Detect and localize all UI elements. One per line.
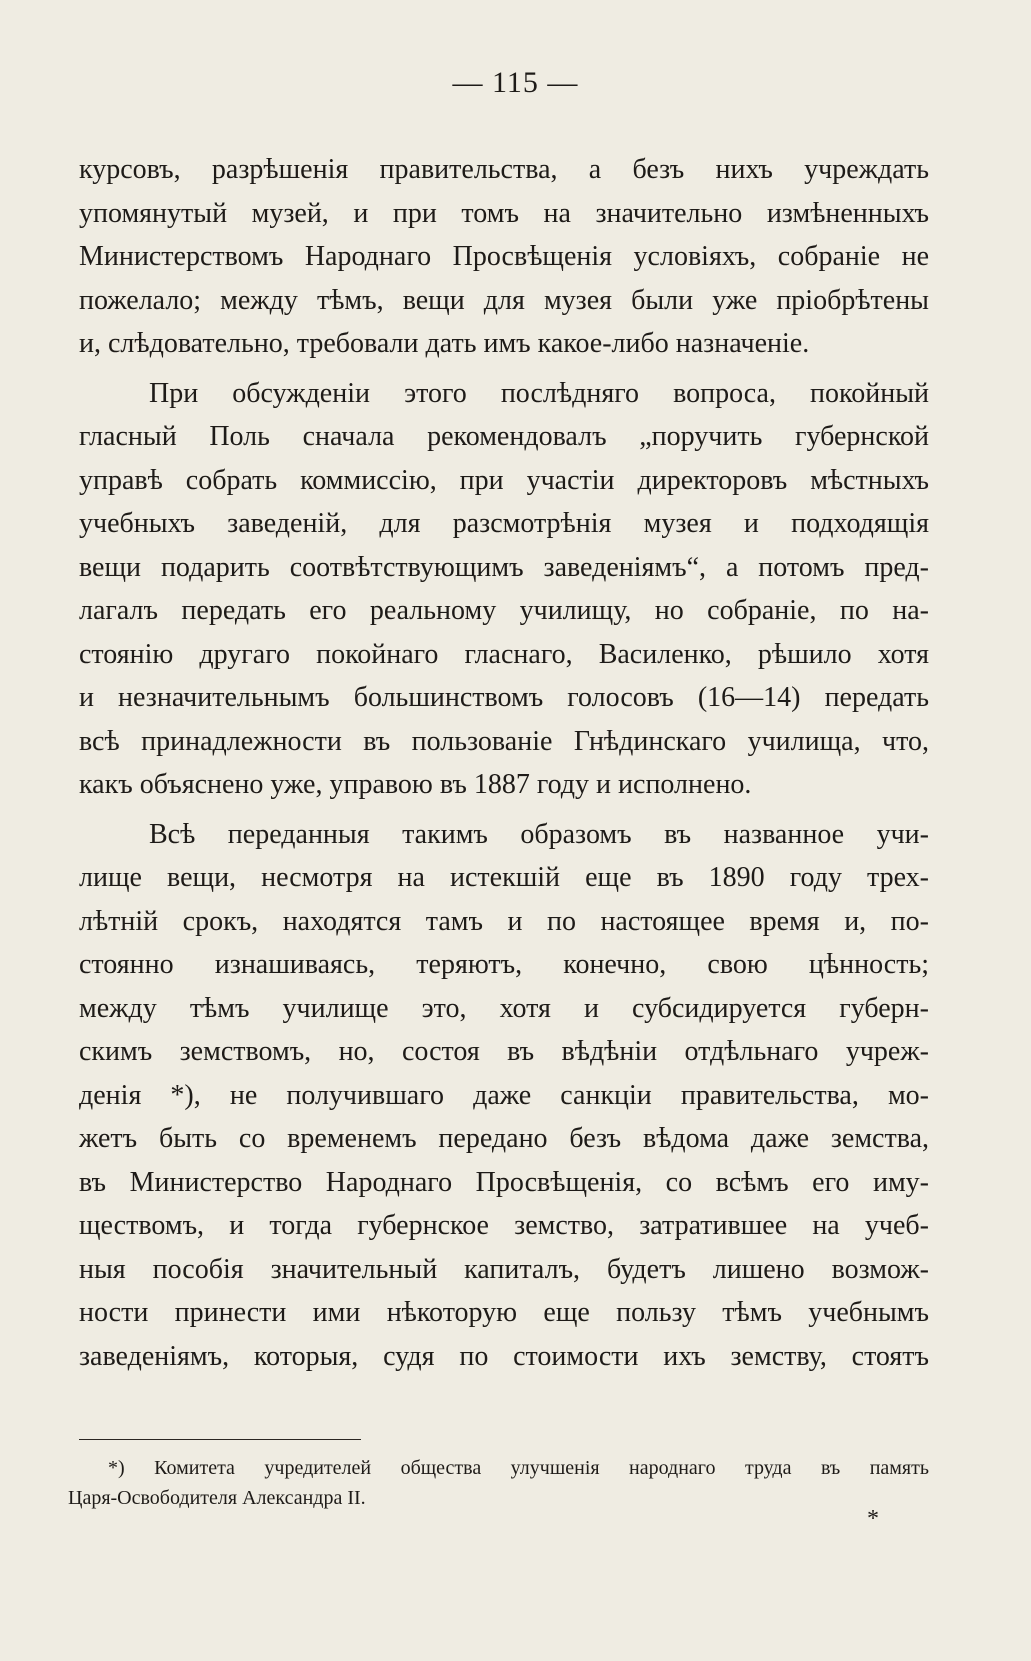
text-line: жетъ быть со временемъ передано безъ вѣдома даже земства, [79, 1123, 929, 1154]
text-line: учебныхъ заведеній, для разсмотрѣнія музея и подходящія [79, 508, 929, 539]
page-number: — 115 — [452, 66, 579, 99]
text-line: стоянію другаго покойнаго гласнаго, Василенко, рѣшило хотя [79, 638, 929, 670]
text-line: упомянутый музей, и при томъ на значительно измѣненныхъ [79, 197, 929, 229]
footnote [68, 1453, 929, 1513]
text-line: въ Министерство Народнаго Просвѣщенія, со всѣмъ его иму- [79, 1166, 929, 1198]
paragraph-3 [79, 813, 929, 1379]
text-line: пожелало; между тѣмъ, вещи для музея были уже пріобрѣтены [79, 284, 929, 316]
text-line: При обсужденіи этого послѣдняго вопроса, покойный [149, 377, 929, 409]
text-line: Министерствомъ Народнаго Просвѣщенія условіяхъ, собраніе не [79, 241, 929, 272]
text-line: всѣ принадлежности въ пользованіе Гнѣдинскаго училища, что, [79, 725, 929, 757]
text-line: управѣ собрать коммиссію, при участіи директоровъ мѣстныхъ [79, 464, 929, 496]
text-line: между тѣмъ училище это, хотя и субсидируется губерн- [79, 992, 929, 1024]
footnote-divider [79, 1439, 361, 1440]
paragraph-2 [79, 372, 929, 807]
text-line: и незначительнымъ большинствомъ голосовъ (16—14) передать [79, 682, 929, 713]
text-line: стоянно изнашиваясь, теряютъ, конечно, свою цѣнность; [79, 949, 929, 980]
text-line: Всѣ переданныя такимъ образомъ въ названное учи- [149, 818, 929, 850]
body-text [79, 148, 929, 1378]
text-line: курсовъ, разрѣшенія правительства, а безъ нихъ учреждать [79, 154, 929, 185]
footnote-line: *) Комитета учредителей общества улучшенія народнаго труда въ память [108, 1457, 929, 1479]
text-line: скимъ земствомъ, но, состоя въ вѣдѣніи отдѣльнаго учреж- [79, 1036, 929, 1067]
text-line: ныя пособія значительный капиталъ, будетъ лишено возмож- [79, 1253, 929, 1285]
text-line: гласный Поль сначала рекомендовалъ „поручить губернской [79, 421, 929, 452]
text-line: вещи подарить соотвѣтствующимъ заведеніямъ“, а потомъ пред- [79, 551, 929, 583]
signature-mark: * [867, 1506, 879, 1532]
text-line: и, слѣдовательно, требовали дать имъ какое-либо назначеніе. [79, 328, 810, 359]
text-line: денія *), не получившаго даже санкціи правительства, мо- [79, 1079, 929, 1111]
text-line: лѣтній срокъ, находятся тамъ и по настоящее время и, по- [79, 905, 929, 937]
text-line: ности принести ими нѣкоторую еще пользу тѣмъ учебнымъ [79, 1297, 929, 1328]
text-line: лище вещи, несмотря на истекшій еще въ 1890 году трех- [79, 862, 929, 893]
paragraph-1 [79, 148, 929, 366]
text-line: ществомъ, и тогда губернское земство, затратившее на учеб- [79, 1210, 929, 1241]
text-line: какъ объяснено уже, управою въ 1887 году и исполнено. [79, 769, 752, 800]
text-line: лагалъ передать его реальному училищу, но собраніе, по на- [79, 595, 929, 626]
text-line: заведеніямъ, которыя, судя по стоимости ихъ земству, стоятъ [79, 1340, 929, 1372]
footnote-line: Царя-Освободителя Александра II. [68, 1487, 366, 1509]
